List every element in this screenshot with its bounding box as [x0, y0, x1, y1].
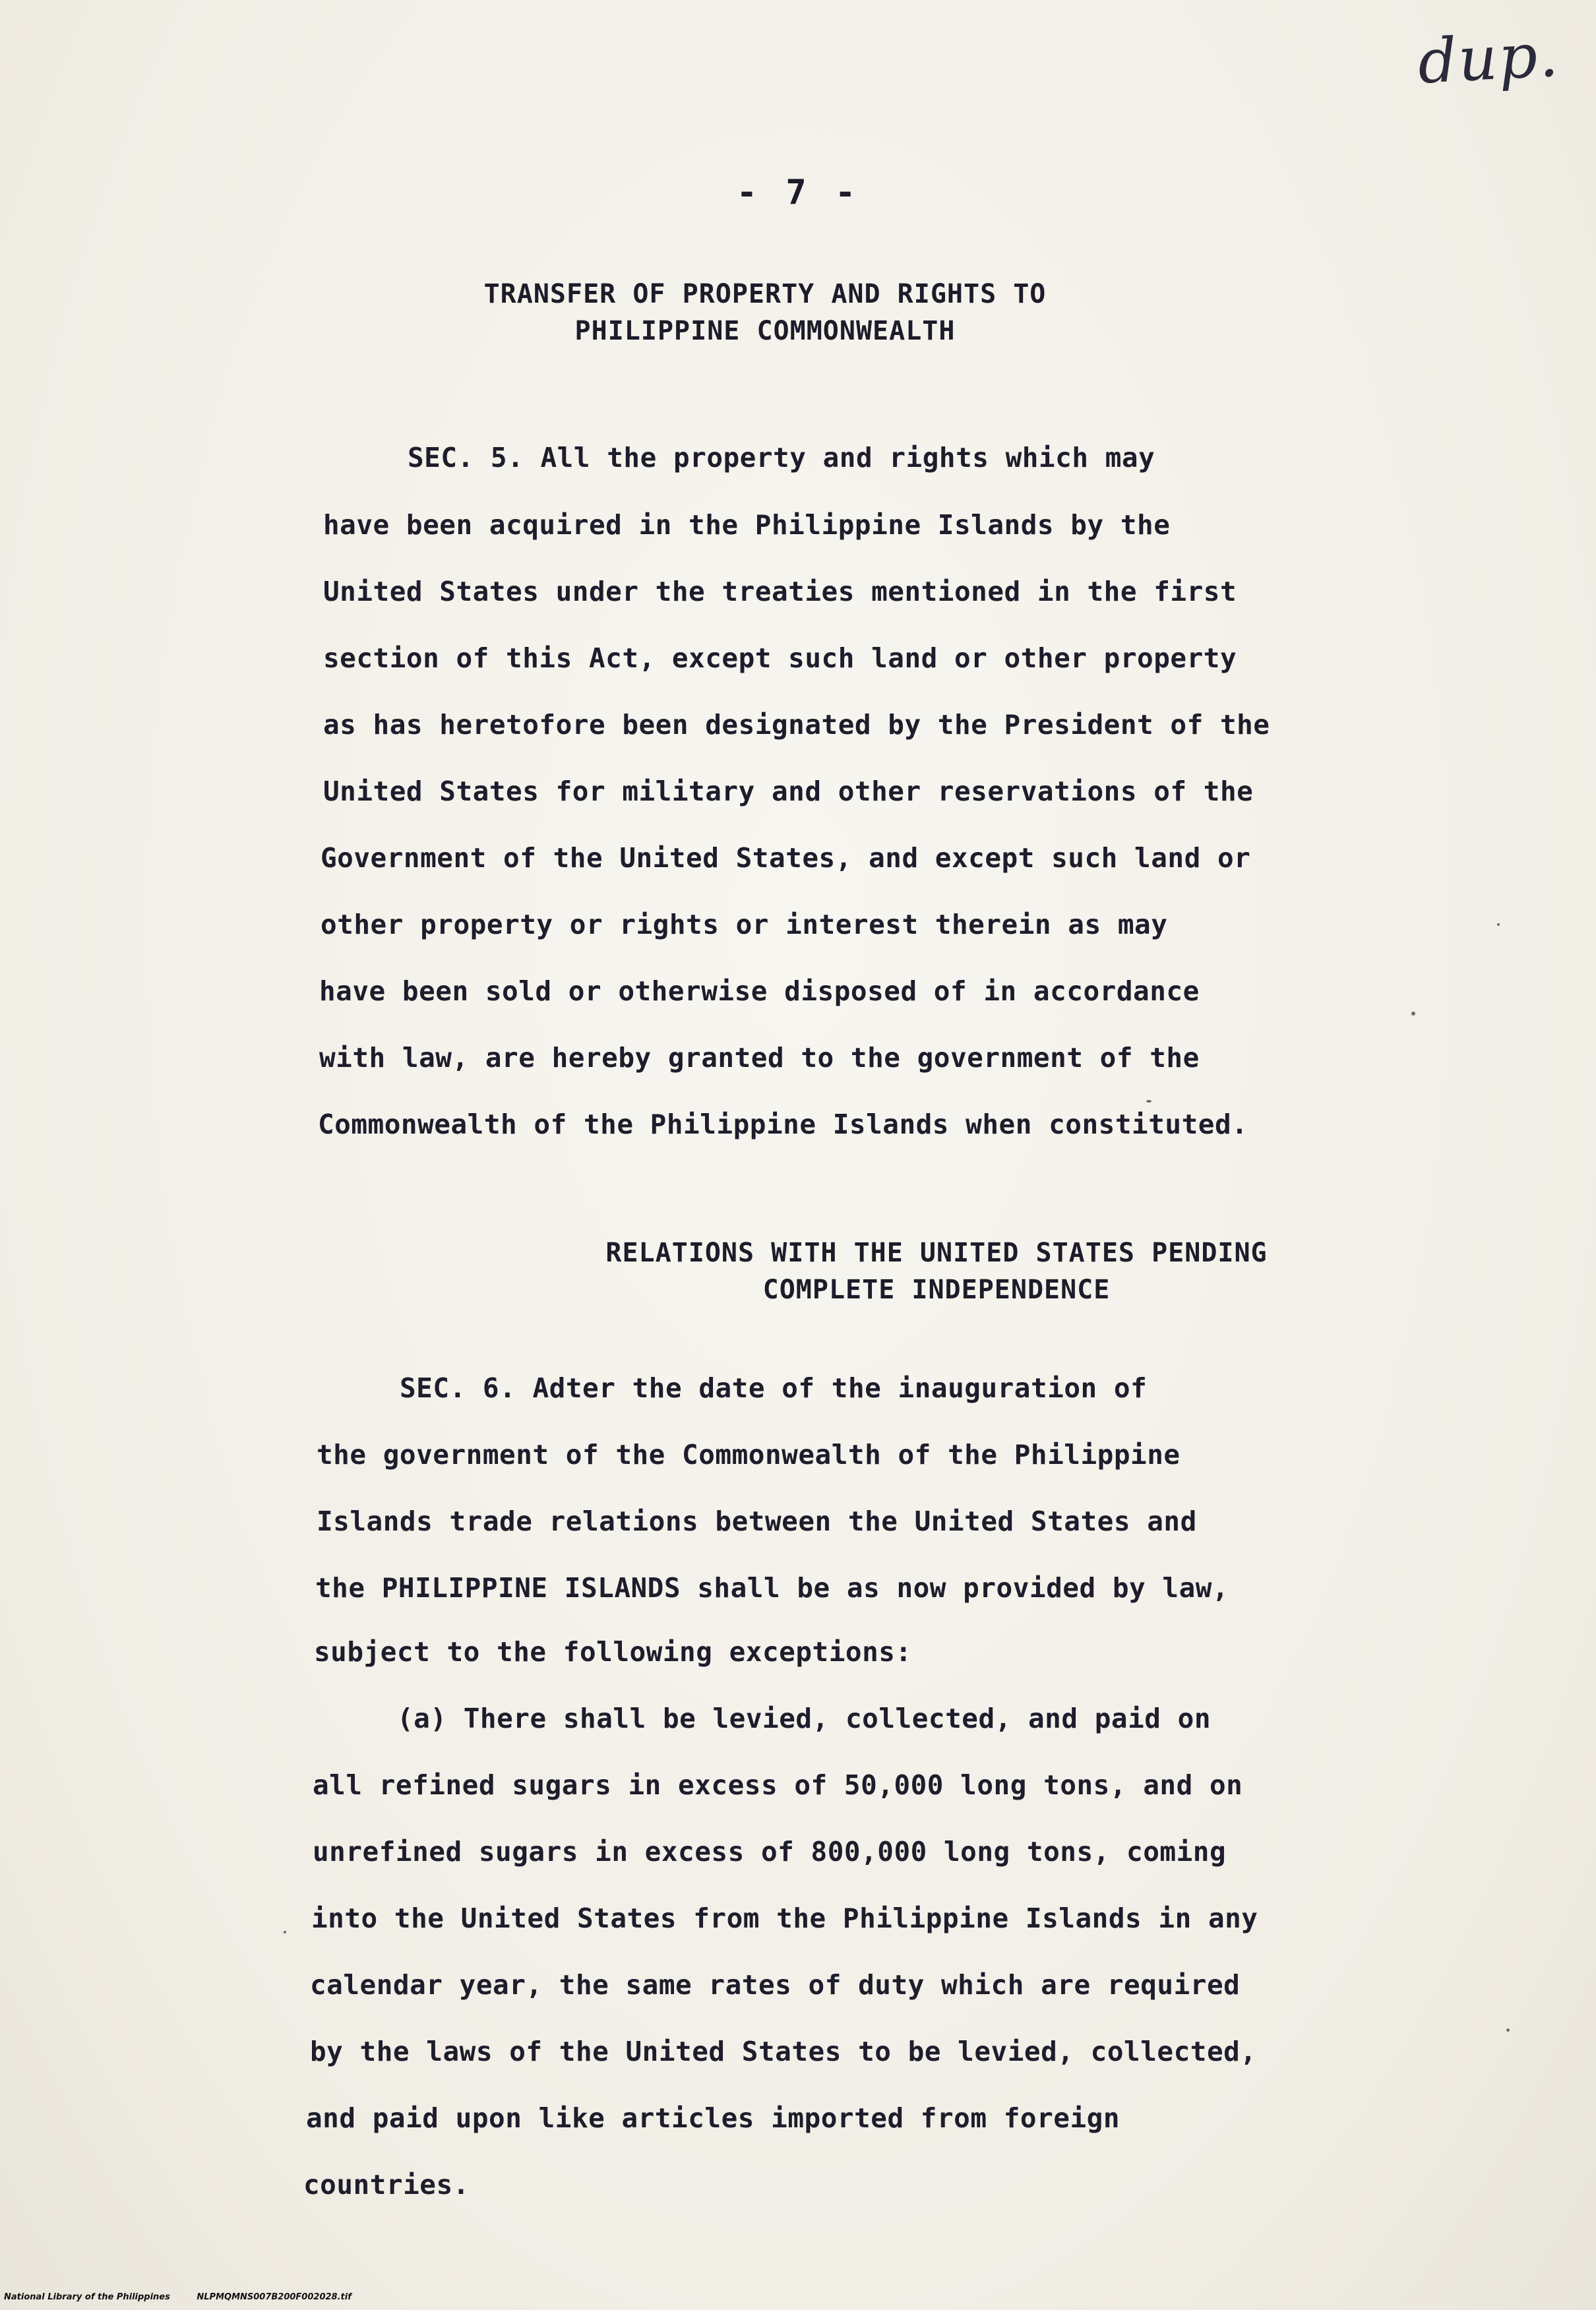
section-6-line: calendar year, the same rates of duty which are required	[310, 1969, 1241, 2001]
section-5-heading	[484, 276, 1047, 350]
section-6-line: SEC. 6. Adter the date of the inauguration of	[400, 1372, 1148, 1404]
paper-speck	[284, 1931, 286, 1933]
section-5-line: United States for military and other reservations of the	[323, 775, 1254, 807]
section-6-line: (a) There shall be levied, collected, and paid on	[397, 1703, 1212, 1734]
section-5-line: with law, are hereby granted to the government of the	[319, 1042, 1200, 1074]
paper-speck	[1411, 1012, 1415, 1016]
section-6-line: into the United States from the Philippine Islands in any	[311, 1902, 1258, 1934]
section-5-line: as has heretofore been designated by the President of the	[323, 709, 1270, 741]
section-5-line: other property or rights or interest therein as may	[321, 909, 1168, 940]
section-6-heading-line: RELATIONS WITH THE UNITED STATES PENDING	[605, 1238, 1268, 1268]
section-5-line: Commonwealth of the Philippine Islands when constituted.	[318, 1109, 1248, 1140]
paper-speck	[1146, 1100, 1151, 1103]
section-6-line: unrefined sugars in excess of 800,000 long tons, coming	[313, 1836, 1227, 1868]
section-5-line: section of this Act, except such land or other property	[323, 642, 1237, 674]
section-6-line: the PHILIPPINE ISLANDS shall be as now provided by law,	[315, 1572, 1229, 1604]
paper-speck	[1497, 923, 1500, 926]
section-5-heading-line: TRANSFER OF PROPERTY AND RIGHTS TO	[483, 279, 1047, 309]
section-6-line: Islands trade relations between the United States and	[317, 1505, 1197, 1537]
section-5-line: Government of the United States, and except such land or	[321, 842, 1251, 874]
page-number: - 7 -	[736, 173, 860, 212]
section-5-line: have been sold or otherwise disposed of in accordance	[319, 975, 1200, 1007]
footer-library: National Library of the Philippines	[4, 2292, 170, 2302]
section-5-line: have been acquired in the Philippine Islands by the	[323, 509, 1171, 541]
section-6-line: by the laws of the United States to be levied, collected,	[310, 2036, 1257, 2067]
section-6-line: the government of the Commonwealth of the Philippine	[317, 1439, 1181, 1471]
section-5-line: United States under the treaties mentioned in the first	[323, 576, 1237, 607]
section-6-line: countries.	[303, 2169, 470, 2201]
handwritten-annotation: dup.	[1416, 19, 1561, 98]
section-5-heading-line: PHILIPPINE COMMONWEALTH	[574, 316, 956, 346]
section-6-heading	[605, 1234, 1267, 1308]
section-6-line: subject to the following exceptions:	[314, 1636, 912, 1668]
footer-file-id: NLPMQMNS007B200F002028.tif	[197, 2292, 352, 2302]
paper-speck	[1506, 2028, 1510, 2032]
section-6-line: all refined sugars in excess of 50,000 long tons, and on	[313, 1769, 1243, 1801]
section-5-line: SEC. 5. All the property and rights which may	[408, 442, 1155, 473]
section-6-heading-line: COMPLETE INDEPENDENCE	[762, 1275, 1111, 1305]
section-6-line: and paid upon like articles imported from foreign	[306, 2102, 1120, 2134]
scan-footer	[4, 2292, 352, 2302]
